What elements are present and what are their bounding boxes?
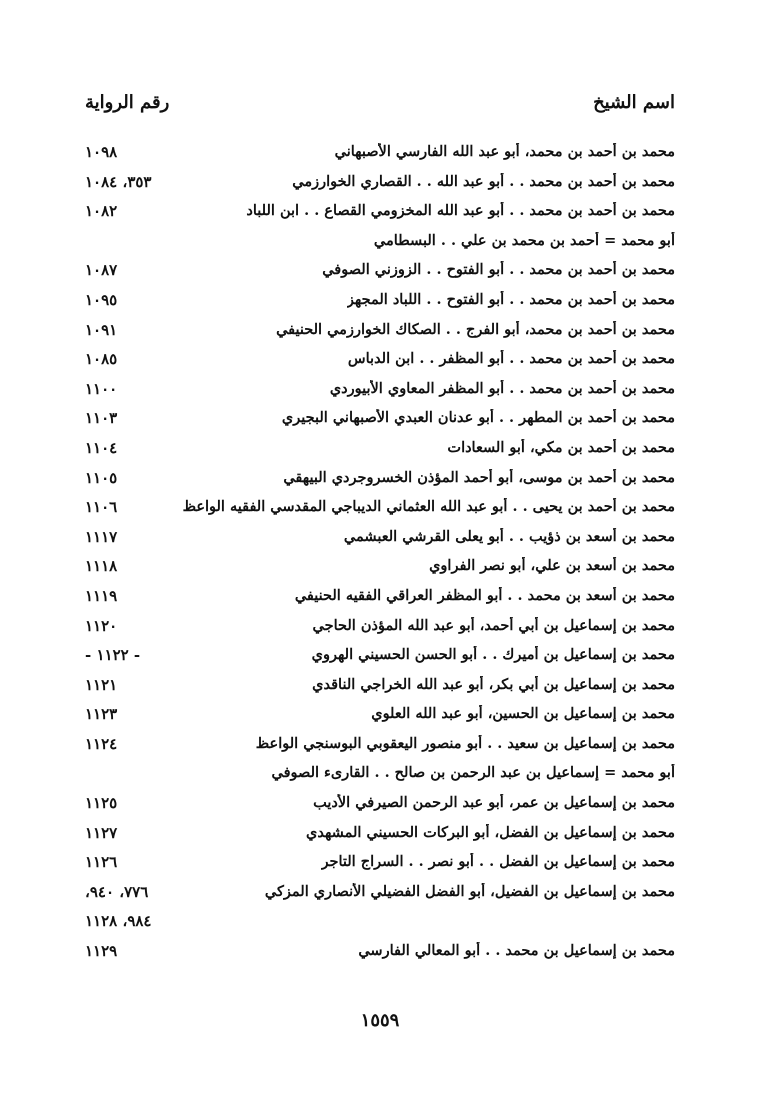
index-entry <box>85 170 675 200</box>
entry-name: محمد بن أسعد بن محمد . . أبو المظفر العراقي الفقيه الحنيفي <box>294 586 675 604</box>
entry-number: ٧٧٦، ٩٤٠، <box>85 882 149 901</box>
index-entry <box>85 377 675 407</box>
entry-name: محمد بن إسماعيل بن عمر، أبو عبد الرحمن الصيرفي الأديب <box>313 794 675 812</box>
entry-name: محمد بن أحمد بن محمد . . أبو الفتوح . . الزوزني الصوفي <box>322 261 675 279</box>
entry-name: محمد بن إسماعيل بن سعيد . . أبو منصور اليعقوبي البوسنجي الواعظ <box>255 734 675 752</box>
entry-number: ١١١٩ <box>85 586 118 605</box>
entry-number: ١١١٨ <box>85 557 118 576</box>
index-entry <box>85 761 675 791</box>
entry-name: محمد بن أحمد بن مكي، أبو السعادات <box>447 438 675 456</box>
sheikh-name-column-title: اسم الشيخ <box>593 92 675 113</box>
index-entry <box>85 229 675 259</box>
entry-name: محمد بن إسماعيل بن محمد . . أبو المعالي الفارسي <box>358 942 675 960</box>
index-entry <box>85 880 675 910</box>
entry-number: - ١١٢٢ - <box>85 646 141 665</box>
entry-name: محمد بن أحمد بن يحيى . . أبو عبد الله العثماني الديباجي المقدسي الفقيه الواعظ <box>182 498 675 516</box>
index-entry <box>85 525 675 555</box>
index-entry <box>85 673 675 703</box>
index-entry <box>85 584 675 614</box>
entry-name: محمد بن أحمد بن محمد . . أبو الفتوح . . اللباد المجهز <box>346 290 675 308</box>
entry-name: أبو محمد = أحمد بن محمد بن علي . . البسطامي <box>373 231 675 249</box>
entry-name: محمد بن إسماعيل بن الفضيل، أبو الفضل الفضيلي الأنصاري المزكي <box>264 882 675 900</box>
index-entry <box>85 702 675 732</box>
entry-number: ١١٢٣ <box>85 705 118 724</box>
index-entry <box>85 850 675 880</box>
index-entry <box>85 318 675 348</box>
index-entry <box>85 466 675 496</box>
entry-number: ١٠٨٢ <box>85 202 118 221</box>
index-entry <box>85 909 675 939</box>
narration-number-column-title: رقم الرواية <box>85 92 170 113</box>
index-entry <box>85 199 675 229</box>
entry-name: محمد بن أحمد بن محمد، أبو الفرج . . الصكاك الخوارزمي الحنيفي <box>276 320 675 338</box>
entry-number: ١١٠٥ <box>85 468 118 487</box>
entry-name: محمد بن إسماعيل بن أبي بكر، أبو عبد الله الخراجي الناقدي <box>312 675 675 693</box>
entry-number: ١١٠٣ <box>85 409 118 428</box>
entry-name: محمد بن أحمد بن محمد . . أبو عبد الله المخزومي القصاع . . ابن اللباد <box>246 202 675 220</box>
entry-number: ١١٠٠ <box>85 379 118 398</box>
page-number: ١٥٥٩ <box>360 1010 400 1031</box>
index-entry <box>85 406 675 436</box>
entry-number: ٣٥٣، ١٠٨٤ <box>85 172 152 191</box>
entry-number: ١١٠٦ <box>85 498 118 517</box>
entry-name: محمد بن أحمد بن محمد، أبو عبد الله الفارسي الأصبهاني <box>334 143 675 160</box>
entry-number: ١١٢٩ <box>85 942 118 961</box>
entry-name: محمد بن إسماعيل بن الفضل، أبو البركات الحسيني المشهدي <box>306 823 675 841</box>
entry-name: محمد بن أحمد بن محمد . . أبو المظفر المعاوي الأبيوردي <box>329 379 675 397</box>
entry-number: ١٠٩٨ <box>85 143 118 161</box>
entry-name: محمد بن أحمد بن المطهر . . أبو عدنان العبدي الأصبهاني البجيري <box>281 409 675 427</box>
entry-name: محمد بن إسماعيل بن الفضل . . أبو نصر . . السراج التاجر <box>321 853 675 871</box>
entry-name: محمد بن إسماعيل بن أميرك . . أبو الحسن الحسيني الهروي <box>311 646 675 664</box>
index-entry <box>85 554 675 584</box>
entry-name: محمد بن أحمد بن محمد . . أبو المظفر . . ابن الدباس <box>347 350 675 368</box>
entry-name: محمد بن أسعد بن ذؤيب . . أبو يعلى القرشي العبشمي <box>343 527 675 545</box>
index-entry <box>85 140 675 170</box>
entry-number: ١١٢٠ <box>85 616 118 635</box>
entry-number: ١١٢١ <box>85 675 118 694</box>
column-header <box>85 92 675 118</box>
entry-number: ١٠٨٥ <box>85 350 118 369</box>
index-entry <box>85 614 675 644</box>
index-entry <box>85 288 675 318</box>
entry-name: محمد بن أحمد بن محمد . . أبو عبد الله . . القصاري الخوارزمي <box>292 172 675 190</box>
index-entry <box>85 495 675 525</box>
entry-number: ١١٢٥ <box>85 794 118 813</box>
entry-name: محمد بن إسماعيل بن الحسين، أبو عبد الله العلوي <box>371 705 675 723</box>
entry-number: ٩٨٤، ١١٢٨ <box>85 912 152 931</box>
entry-number: ١٠٩١ <box>85 320 118 339</box>
index-entry <box>85 732 675 762</box>
entry-name: أبو محمد = إسماعيل بن عبد الرحمن بن صالح . . القارىء الصوفي <box>271 764 675 782</box>
entries-list <box>85 140 675 969</box>
index-entry <box>85 791 675 821</box>
entry-name: محمد بن أسعد بن علي، أبو نصر الفراوي <box>429 557 675 575</box>
entry-number: ١١٢٧ <box>85 823 118 842</box>
entry-number: ١٠٨٧ <box>85 261 118 280</box>
entry-number: ١١٢٦ <box>85 853 118 872</box>
entry-name: محمد بن أحمد بن موسى، أبو أحمد المؤذن الخسروجردي البيهقي <box>283 468 675 486</box>
index-entry <box>85 643 675 673</box>
index-entry <box>85 939 675 969</box>
entry-number: ١١٠٤ <box>85 438 118 457</box>
entry-number: ١١١٧ <box>85 527 118 546</box>
index-entry <box>85 436 675 466</box>
entry-number: ١٠٩٥ <box>85 290 118 309</box>
entry-number: ١١٢٤ <box>85 734 118 753</box>
entry-name: محمد بن إسماعيل بن أبي أحمد، أبو عبد الله المؤذن الحاجي <box>312 616 675 634</box>
index-entry <box>85 347 675 377</box>
index-entry <box>85 821 675 851</box>
index-entry <box>85 258 675 288</box>
